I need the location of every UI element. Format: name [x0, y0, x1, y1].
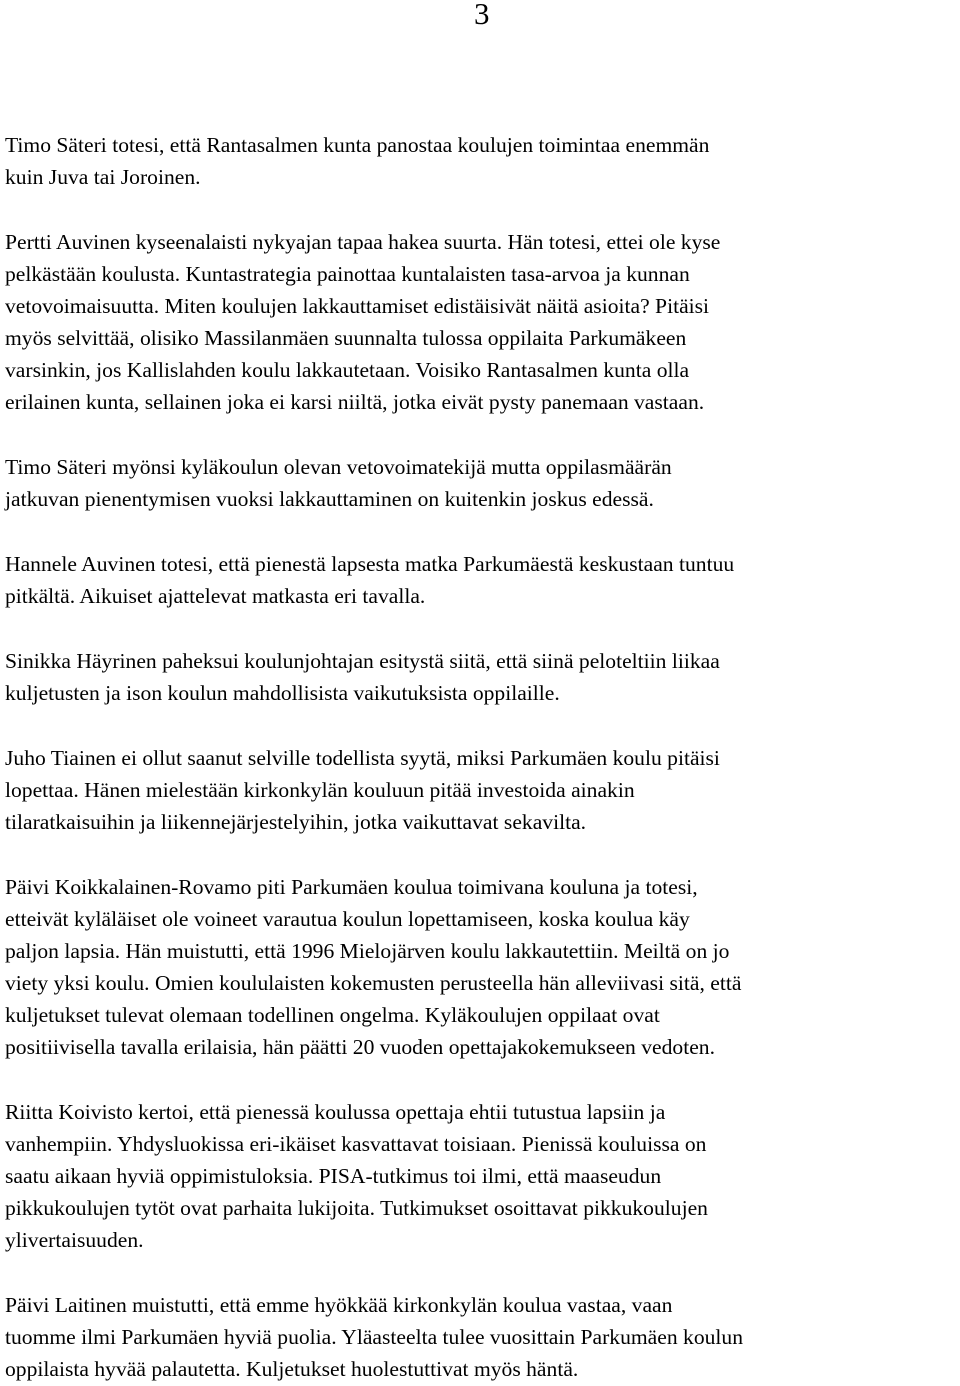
- text-line: vetovoimaisuutta. Miten koulujen lakkauttamiset edistäisivät näitä asioita? Pitäisi: [5, 294, 710, 318]
- text-line: kuljetukset tulevat olemaan todellinen ongelma. Kyläkoulujen oppilaat ovat: [5, 1003, 660, 1027]
- paragraph: [5, 451, 960, 515]
- text-line: Timo Säteri totesi, että Rantasalmen kunta panostaa koulujen toimintaa enemmän: [5, 133, 710, 157]
- text-line: Hannele Auvinen totesi, että pienestä lapsesta matka Parkumäestä keskustaan tuntuu: [5, 552, 735, 576]
- text-line: Päivi Laitinen muistutti, että emme hyökkää kirkonkylän koulua vastaa, vaan: [5, 1293, 673, 1317]
- paragraph: [5, 1289, 960, 1385]
- text-line: Riitta Koivisto kertoi, että pienessä koulussa opettaja ehtii tutustua lapsiin ja: [5, 1100, 666, 1124]
- text-line: kuin Juva tai Joroinen.: [5, 165, 201, 189]
- text-line: oppilaista hyvää palautetta. Kuljetukset huolestuttivat myös häntä.: [5, 1357, 579, 1381]
- text-line: tuomme ilmi Parkumäen hyviä puolia. Yläasteelta tulee vuosittain Parkumäen koulun: [5, 1325, 744, 1349]
- text-line: paljon lapsia. Hän muistutti, että 1996 Mielojärven koulu lakkautettiin. Meiltä on jo: [5, 939, 730, 963]
- text-line: positiivisella tavalla erilaisia, hän päätti 20 vuoden opettajakokemukseen vedoten.: [5, 1035, 715, 1059]
- document-body: [5, 129, 960, 1385]
- text-line: jatkuvan pienentymisen vuoksi lakkauttaminen on kuitenkin joskus edessä.: [5, 487, 654, 511]
- text-line: Juho Tiainen ei ollut saanut selville todellista syytä, miksi Parkumäen koulu pitäisi: [5, 746, 720, 770]
- text-line: Päivi Koikkalainen-Rovamo piti Parkumäen koulua toimivana kouluna ja totesi,: [5, 875, 698, 899]
- text-line: lopettaa. Hänen mielestään kirkonkylän kouluun pitää investoida ainakin: [5, 778, 635, 802]
- text-line: tilaratkaisuihin ja liikennejärjestelyihin, jotka vaikuttavat sekavilta.: [5, 810, 587, 834]
- text-line: Sinikka Häyrinen paheksui koulunjohtajan esitystä siitä, että siinä peloteltiin liikaa: [5, 649, 720, 673]
- text-line: kuljetusten ja ison koulun mahdollisista vaikutuksista oppilaille.: [5, 681, 560, 705]
- paragraph: [5, 1096, 960, 1256]
- page-number: 3: [474, 0, 490, 31]
- paragraph: [5, 226, 960, 418]
- text-line: erilainen kunta, sellainen joka ei karsi niiltä, jotka eivät pysty panemaan vastaan.: [5, 390, 705, 414]
- text-line: Timo Säteri myönsi kyläkoulun olevan vetovoimatekijä mutta oppilasmäärän: [5, 455, 672, 479]
- text-line: pikkukoulujen tytöt ovat parhaita lukijoita. Tutkimukset osoittavat pikkukoulujen: [5, 1196, 708, 1220]
- paragraph: [5, 871, 960, 1063]
- paragraph: [5, 742, 960, 838]
- paragraph: [5, 645, 960, 709]
- paragraph: [5, 548, 960, 612]
- paragraph: [5, 129, 960, 193]
- text-line: ylivertaisuuden.: [5, 1228, 144, 1252]
- text-line: saatu aikaan hyviä oppimistuloksia. PISA-tutkimus toi ilmi, että maaseudun: [5, 1164, 662, 1188]
- text-line: myös selvittää, olisiko Massilanmäen suunnalta tulossa oppilaita Parkumäkeen: [5, 326, 687, 350]
- text-line: pelkästään koulusta. Kuntastrategia painottaa kuntalaisten tasa-arvoa ja kunnan: [5, 262, 690, 286]
- text-line: pitkältä. Aikuiset ajattelevat matkasta eri tavalla.: [5, 584, 426, 608]
- text-line: varsinkin, jos Kallislahden koulu lakkautetaan. Voisiko Rantasalmen kunta olla: [5, 358, 690, 382]
- text-line: viety yksi koulu. Omien koululaisten kokemusten perusteella hän alleviivasi sitä, että: [5, 971, 742, 995]
- text-line: etteivät kyläläiset ole voineet varautua koulun lopettamiseen, koska koulua käy: [5, 907, 690, 931]
- text-line: vanhempiin. Yhdysluokissa eri-ikäiset kasvattavat toisiaan. Pienissä kouluissa on: [5, 1132, 707, 1156]
- text-line: Pertti Auvinen kyseenalaisti nykyajan tapaa hakea suurta. Hän totesi, ettei ole kyse: [5, 230, 721, 254]
